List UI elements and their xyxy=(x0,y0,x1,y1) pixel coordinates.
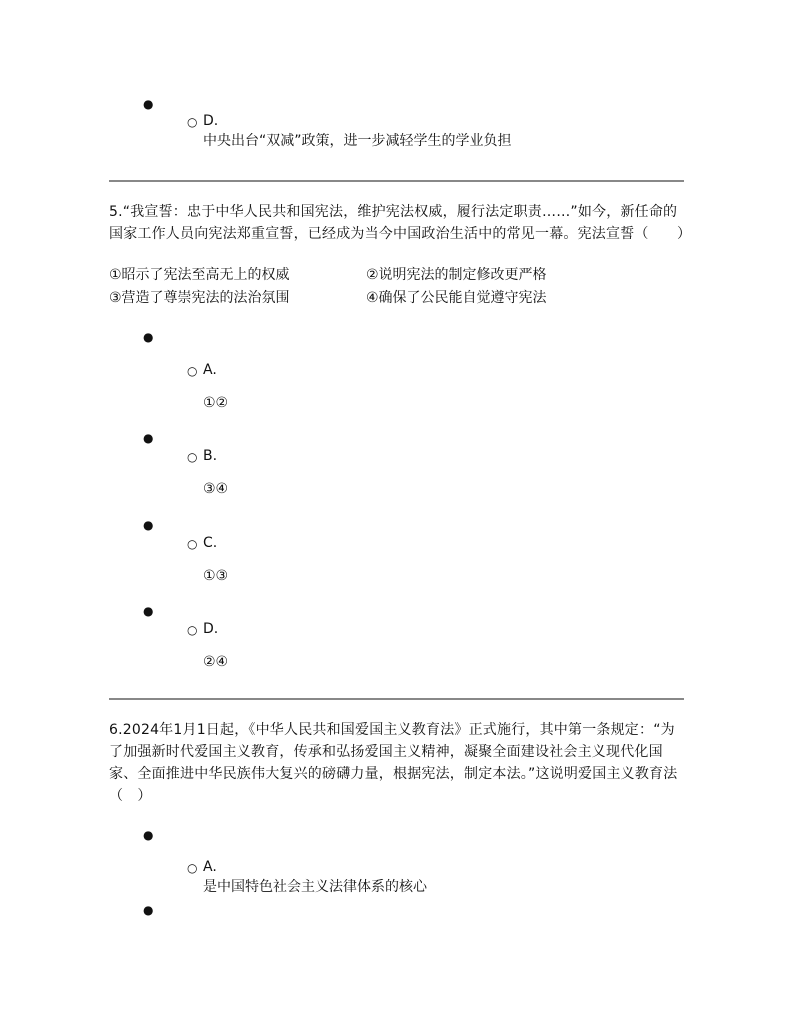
q6-stem: 6.2024年1月1日起，《中华人民共和国爱国主义教育法》正式施行，其中第一条规定：“为了加强新时代爱国主义教育，传承和弘扬爱国主义精神，凝聚全面建设社会主义现代化国家、全面推进中华民族伟大复兴的磅礴力量，根据宪法，制定本法。”这说明爱国主义教育法（ ） xyxy=(109,722,678,804)
q5-choice-4: ④确保了公民能自觉遵守宪法 xyxy=(366,290,547,306)
option-radio-circle[interactable]: ○ xyxy=(187,450,198,464)
q5-choice-3: ③营造了尊崇宪法的法治氛围 xyxy=(109,290,290,306)
list-bullet: ● xyxy=(143,828,154,842)
option-radio-circle[interactable]: ○ xyxy=(187,364,198,378)
q6-option-a-letter[interactable]: A. xyxy=(203,859,217,875)
list-bullet: ● xyxy=(143,431,154,445)
q5-option-a-text: ①② xyxy=(203,395,229,411)
q5-option-b-letter[interactable]: B. xyxy=(203,448,218,464)
q4-option-d-letter[interactable]: D. xyxy=(203,113,219,129)
q5-option-d-text: ②④ xyxy=(203,654,229,670)
q5-option-c-letter[interactable]: C. xyxy=(203,535,218,551)
list-bullet: ● xyxy=(143,97,154,111)
list-bullet: ● xyxy=(143,604,154,618)
q6-option-a-text: 是中国特色社会主义法律体系的核心 xyxy=(203,879,427,895)
q5-choice-2: ②说明宪法的制定修改更严格 xyxy=(366,267,547,283)
q5-option-d-letter[interactable]: D. xyxy=(203,621,219,637)
list-bullet: ● xyxy=(143,330,154,344)
list-bullet: ● xyxy=(143,903,154,917)
q5-stem: 5.“我宣誓：忠于中华人民共和国宪法，维护宪法权威，履行法定职责……”如今，新任命的国家工作人员向宪法郑重宣誓，已经成为当今中国政治生活中的常见一幕。宪法宣誓（ ） xyxy=(109,204,692,242)
option-radio-circle[interactable]: ○ xyxy=(187,861,198,875)
q4-option-d-text: 中央出台“双减”政策，进一步减轻学生的学业负担 xyxy=(203,133,512,149)
option-radio-circle[interactable]: ○ xyxy=(187,623,198,637)
question-divider xyxy=(109,180,684,182)
q5-option-a-letter[interactable]: A. xyxy=(203,362,217,378)
list-bullet: ● xyxy=(143,518,154,532)
question-divider xyxy=(109,698,684,700)
q5-option-c-text: ①③ xyxy=(203,568,229,584)
option-radio-circle[interactable]: ○ xyxy=(187,115,198,129)
q5-option-b-text: ③④ xyxy=(203,481,229,497)
option-radio-circle[interactable]: ○ xyxy=(187,537,198,551)
q5-choice-1: ①昭示了宪法至高无上的权威 xyxy=(109,267,290,283)
